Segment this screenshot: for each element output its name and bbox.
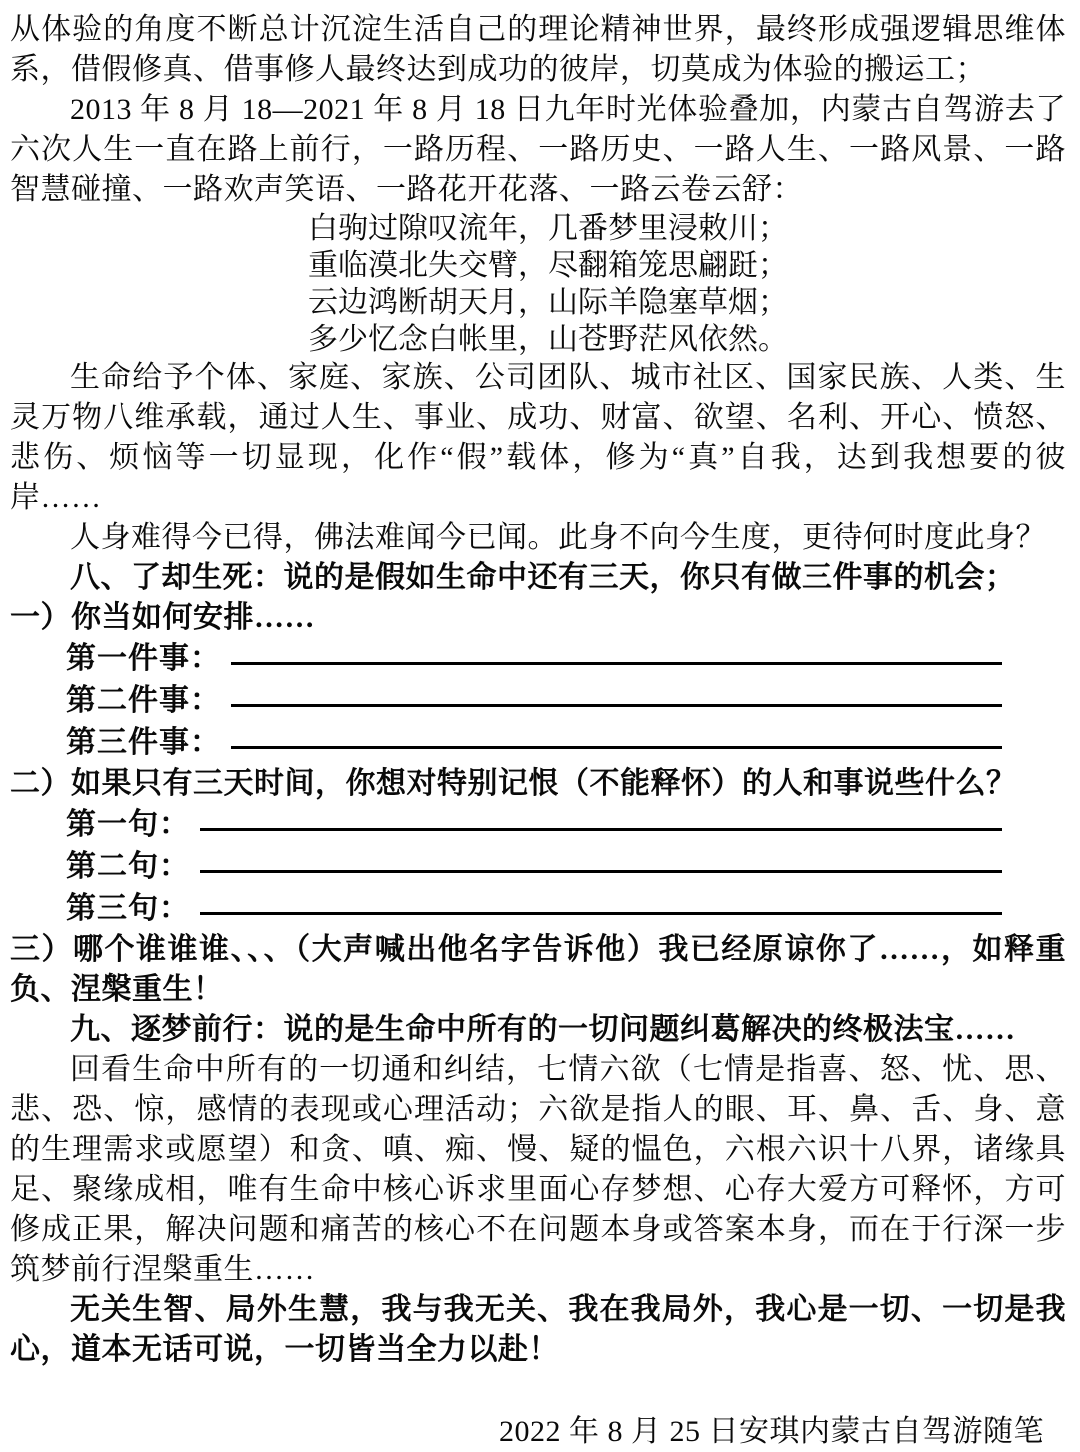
- fill-in-line: [200, 870, 1002, 873]
- fill-blank-row: [66, 680, 1066, 722]
- section-9-heading: 九、逐梦前行：说的是生命中所有的一切问题纠葛解决的终极法宝……: [70, 1013, 1016, 1046]
- question-1-heading: 一）你当如何安排……: [10, 601, 315, 634]
- signature-date-line: 2022 年 8 月 25 日安琪内蒙古自驾游随笔: [499, 1415, 1044, 1448]
- blank-label-sentence-1: 第一句：: [66, 808, 190, 841]
- fill-blank-row: [66, 804, 1066, 846]
- section-8-heading: 八、了却生死：说的是假如生命中还有三天，你只有做三件事的机会；: [70, 561, 1016, 594]
- fill-in-line: [231, 746, 1002, 749]
- question-3-text: 三）哪个谁谁谁、、、（大声喊出他名字告诉他）我已经原谅你了……，如释重负、涅槃重生！: [10, 933, 1066, 1006]
- blank-label-sentence-2: 第二句：: [66, 850, 190, 883]
- paragraph-closing: 无关生智、局外生慧，我与我无关、我在我局外，我心是一切、一切是我心，道本无话可说，一切皆当全力以赴！: [10, 1293, 1066, 1366]
- blank-label-thing-2: 第二件事：: [66, 684, 221, 717]
- poem-line: 多少忆念白帐里，山苍野茫风依然。: [308, 323, 788, 356]
- blank-label-thing-1: 第一件事：: [66, 642, 221, 675]
- poem-block: [308, 210, 1066, 358]
- paragraph-life-dimensions: 生命给予个体、家庭、家族、公司团队、城市社区、国家民族、人类、生灵万物八维承载，通过人生、事业、成功、财富、欲望、名利、开心、愤怒、悲伤、烦恼等一切显现，化作“假”载体，修为“真”自我，达到我想要的彼岸……: [10, 361, 1066, 514]
- fill-blank-row: [66, 722, 1066, 764]
- fill-blank-row: [66, 846, 1066, 888]
- fill-in-line: [231, 662, 1002, 665]
- fill-blank-row: [66, 638, 1066, 680]
- fill-in-line: [200, 828, 1002, 831]
- poem-line: 白驹过隙叹流年，几番梦里浸敕川；: [308, 212, 788, 245]
- fill-in-line: [231, 704, 1002, 707]
- question-2-heading: 二）如果只有三天时间，你想对特别记恨（不能释怀）的人和事说些什么？: [10, 767, 1017, 800]
- blank-label-thing-3: 第三件事：: [66, 726, 221, 759]
- paragraph-review: 回看生命中所有的一切通和纠结，七情六欲（七情是指喜、怒、忧、思、悲、恐、惊，感情的表现或心理活动；六欲是指人的眼、耳、鼻、舌、身、意的生理需求或愿望）和贪、嗔、痴、慢、疑的愠色，六根六识十八界，诸缘具足、聚缘成相，唯有生命中核心诉求里面心存梦想、心存大爱方可释怀，方可修成正果，解决问题和痛苦的核心不在问题本身或答案本身，而在于行深一步筑梦前行涅槃重生……: [10, 1053, 1066, 1286]
- poem-line: 云边鸿断胡天月，山际羊隐塞草烟；: [308, 286, 788, 319]
- paragraph-trip-summary: 2013 年 8 月 18—2021 年 8 月 18 日九年时光体验叠加，内蒙古自驾游去了六次人生一直在路上前行，一路历程、一路历史、一路人生、一路风景、一路智慧碰撞、一路欢声笑语、一路花开花落、一路云卷云舒：: [10, 93, 1066, 206]
- paragraph-buddha-quote: 人身难得今已得，佛法难闻今已闻。此身不向今生度，更待何时度此身？: [70, 521, 1046, 554]
- blank-label-sentence-3: 第三句：: [66, 892, 190, 925]
- fill-blank-row: [66, 888, 1066, 930]
- poem-line: 重临漠北失交臂，尽翻箱笼思翩跹；: [308, 249, 788, 282]
- fill-in-line: [200, 912, 1002, 915]
- paragraph-intro: 从体验的角度不断总计沉淀生活自己的理论精神世界，最终形成强逻辑思维体系，借假修真、借事修人最终达到成功的彼岸，切莫成为体验的搬运工；: [10, 13, 1066, 86]
